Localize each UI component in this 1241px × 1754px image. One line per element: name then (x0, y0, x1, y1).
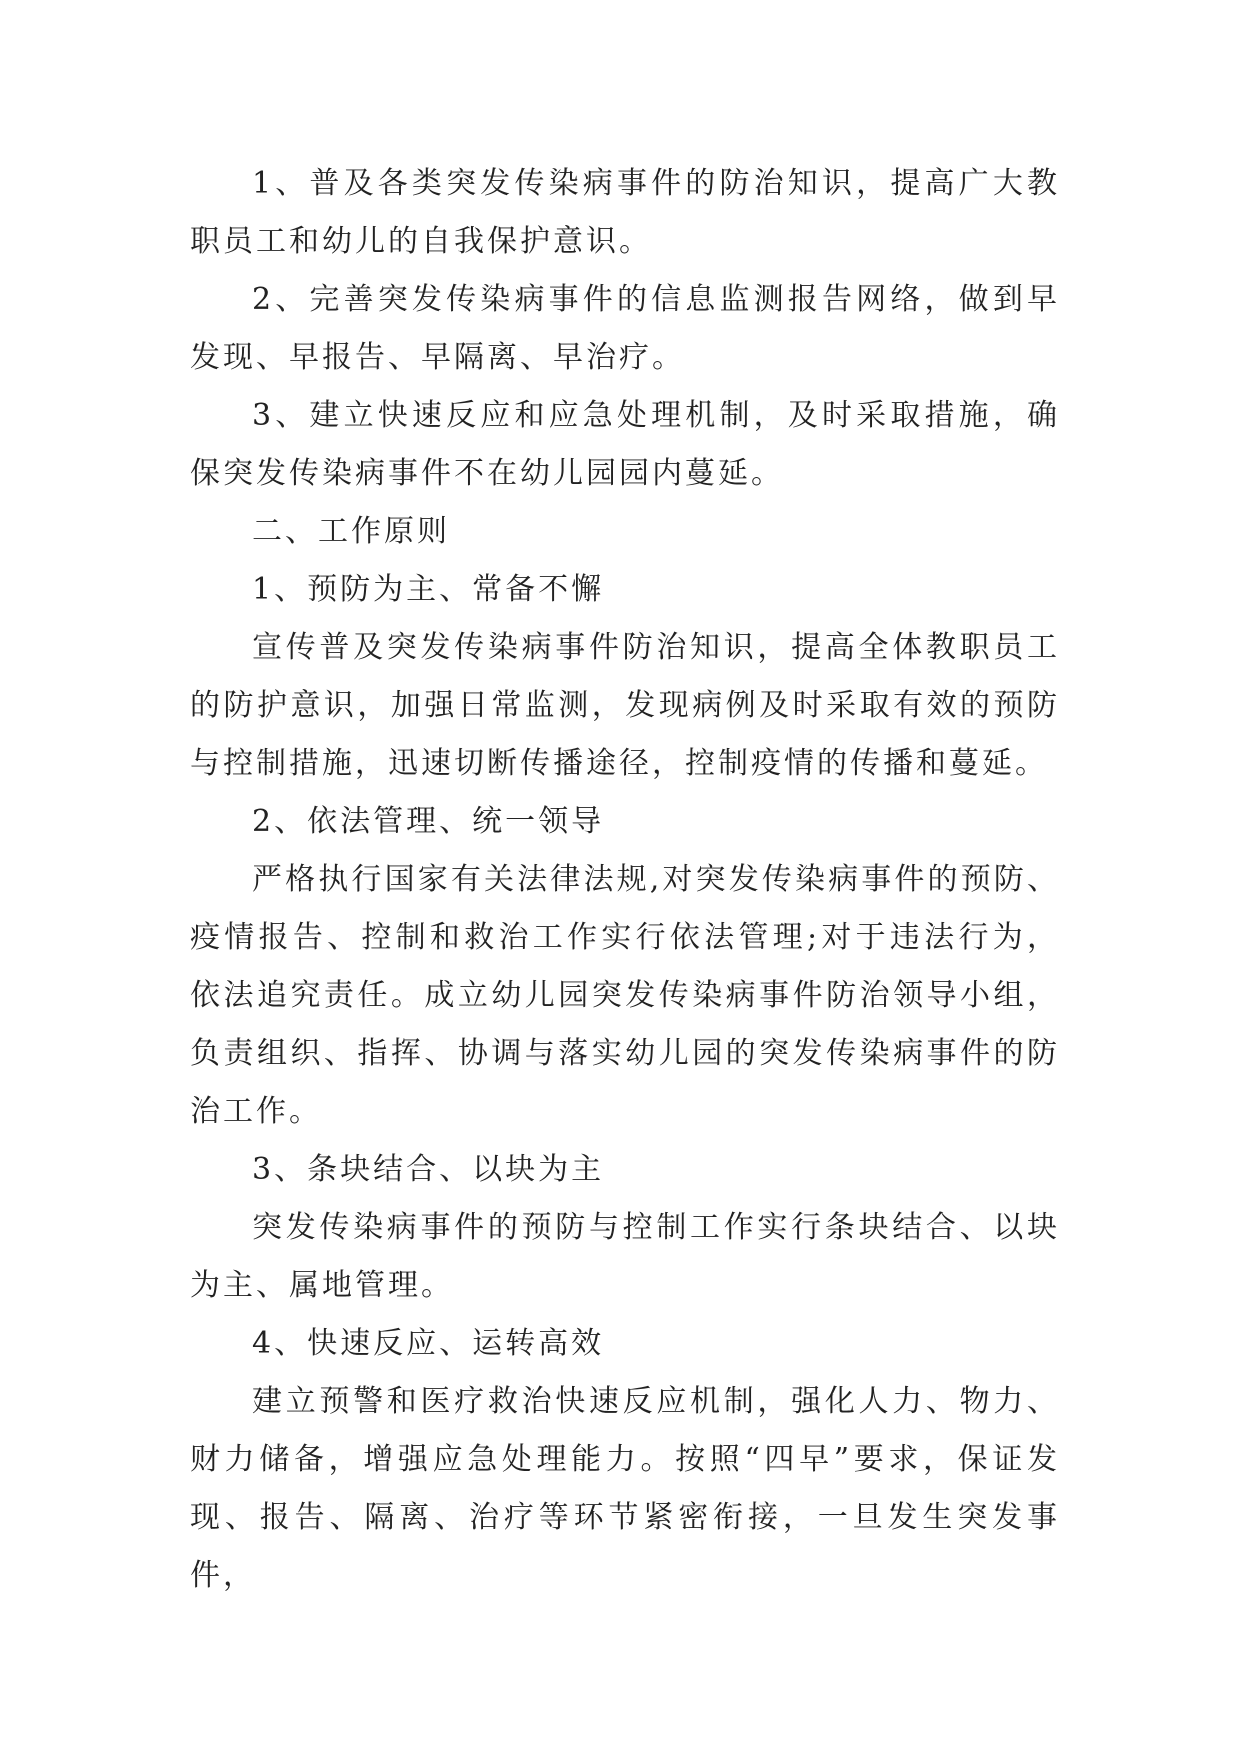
principle-1-body: 宣传普及突发传染病事件防治知识，提高全体教职员工的防护意识，加强日常监测，发现病例及时采取有效的预防与控制措施，迅速切断传播途径，控制疫情的传播和蔓延。 (190, 630, 1060, 781)
principle-3-heading: 3、条块结合、以块为主 (252, 1152, 605, 1187)
principle-4-body: 建立预警和医疗救治快速反应机制，强化人力、物力、财力储备，增强应急处理能力。按照“四早”要求，保证发现、报告、隔离、治疗等环节紧密衔接，一旦发生突发事件， (190, 1384, 1060, 1593)
document-body (190, 155, 1060, 1605)
principle-4-heading: 4、快速反应、运转高效 (252, 1326, 605, 1361)
paragraph-goal-1: 1、普及各类突发传染病事件的防治知识，提高广大教职员工和幼儿的自我保护意识。 (190, 166, 1060, 259)
principle-3-body: 突发传染病事件的预防与控制工作实行条块结合、以块为主、属地管理。 (190, 1210, 1060, 1303)
section-heading-principles: 二、工作原则 (252, 514, 450, 549)
principle-2-heading: 2、依法管理、统一领导 (252, 804, 605, 839)
paragraph-goal-3: 3、建立快速反应和应急处理机制，及时采取措施，确保突发传染病事件不在幼儿园园内蔓延。 (190, 398, 1060, 491)
paragraph-goal-2: 2、完善突发传染病事件的信息监测报告网络，做到早发现、早报告、早隔离、早治疗。 (190, 282, 1060, 375)
principle-2-body: 严格执行国家有关法律法规,对突发传染病事件的预防、疫情报告、控制和救治工作实行依法管理;对于违法行为，依法追究责任。成立幼儿园突发传染病事件防治领导小组，负责组织、指挥、协调与落实幼儿园的突发传染病事件的防治工作。 (190, 862, 1060, 1129)
principle-1-heading: 1、预防为主、常备不懈 (252, 572, 605, 607)
